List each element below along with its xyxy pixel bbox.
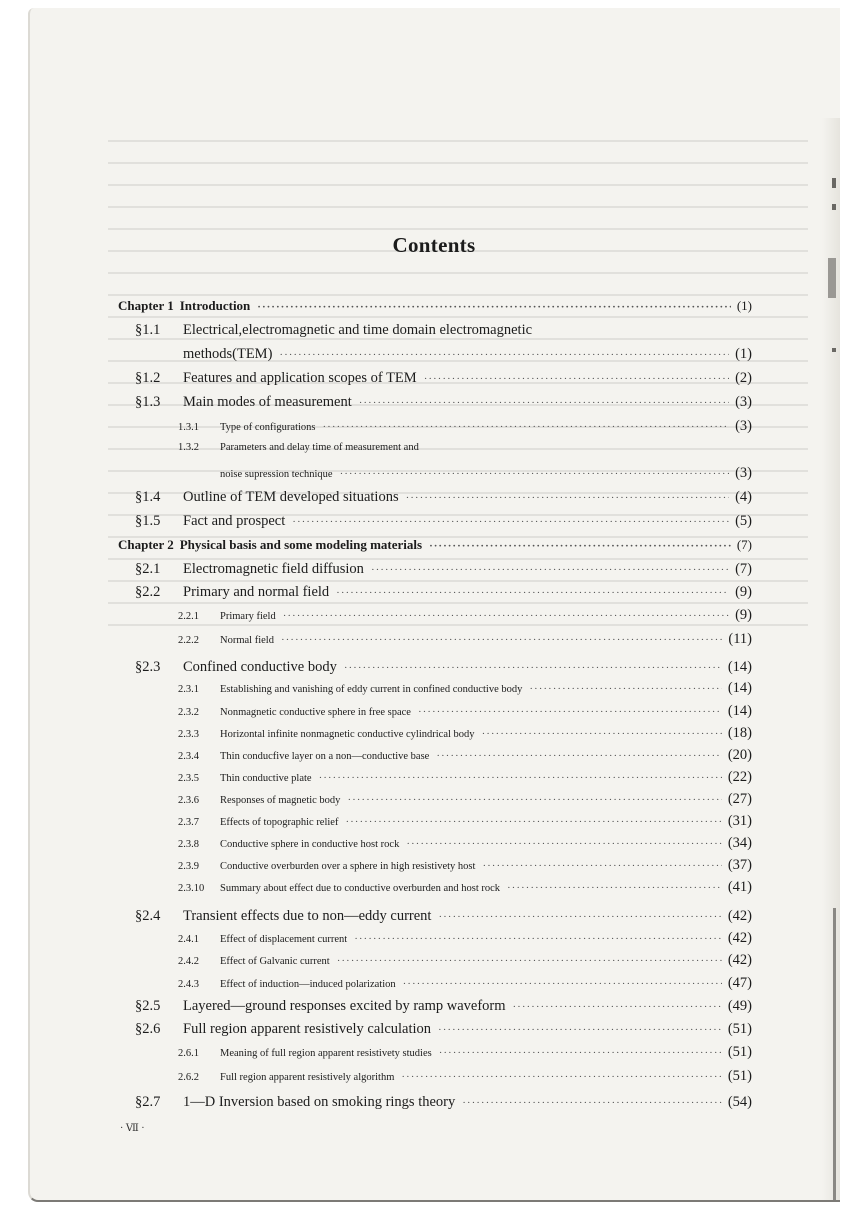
toc-entry-title: Features and application scopes of TEM — [183, 370, 417, 386]
toc-entry — [178, 769, 752, 786]
toc-entry — [178, 631, 752, 648]
toc-entry-number: §2.7 — [135, 1094, 161, 1110]
toc-entry-number: 2.3.2 — [178, 707, 199, 718]
toc-entry-page: (54) — [727, 1094, 752, 1110]
toc-entry-page: (3) — [735, 394, 752, 410]
toc-entry-number: §1.1 — [135, 322, 161, 338]
dot-leader — [507, 882, 722, 894]
toc-entry-page: (51) — [727, 1021, 752, 1037]
dot-leader — [406, 838, 721, 850]
toc-entry-page: (42) — [727, 908, 752, 924]
toc-entry — [178, 680, 752, 697]
dot-leader — [424, 373, 729, 385]
toc-entry-number: §2.4 — [135, 908, 161, 924]
toc-entry-title: Full region apparent resistively calculation — [183, 1021, 432, 1037]
toc-entry-page: (22) — [727, 769, 752, 785]
toc-entry — [118, 537, 752, 553]
toc-entry-number: §2.3 — [135, 659, 161, 675]
dot-leader — [401, 1071, 721, 1083]
toc-entry-title: Meaning of full region apparent resistivety studies — [220, 1048, 432, 1059]
toc-entry-page: (14) — [727, 659, 752, 675]
toc-entry-title: Establishing and vanishing of eddy current in confined conductive body — [220, 684, 523, 695]
dot-leader — [354, 933, 722, 945]
dot-leader — [462, 1097, 722, 1109]
toc-entry-number: 2.3.3 — [178, 729, 199, 740]
toc-entry-page: (37) — [727, 857, 752, 873]
toc-entry-page: (11) — [728, 631, 752, 647]
dot-leader — [439, 1047, 722, 1059]
toc-entry-number: 2.4.2 — [178, 956, 199, 967]
toc-entry-number: §1.5 — [135, 513, 161, 529]
toc-entry-page: (1) — [736, 298, 752, 313]
toc-entry-title: Effect of induction—induced polarization — [220, 979, 396, 990]
toc-entry-number: 2.2.2 — [178, 635, 199, 646]
page-number-footer: · Ⅶ · — [120, 1123, 145, 1134]
dot-leader — [340, 468, 730, 480]
toc-entry-title: Introduction — [179, 298, 251, 313]
toc-entry-title: Conductive overburden over a sphere in high resistivety host — [220, 861, 476, 872]
toc-entry-page: (4) — [735, 489, 752, 505]
dot-leader — [344, 662, 722, 674]
toc-entry-number: §2.1 — [135, 561, 161, 577]
toc-entry-number: §2.5 — [135, 998, 161, 1014]
toc-entry-page: (41) — [727, 879, 752, 895]
dot-leader — [257, 301, 731, 313]
dot-leader — [281, 634, 722, 646]
toc-entry-title: 1—D Inversion based on smoking rings theory — [183, 1094, 456, 1110]
toc-entry — [178, 879, 752, 896]
toc-entry-page: (18) — [727, 725, 752, 741]
toc-entry — [135, 394, 752, 411]
dot-leader — [438, 911, 721, 923]
toc-entry — [178, 952, 752, 969]
toc-entry-number: Chapter 2 — [118, 537, 174, 552]
dot-leader — [283, 610, 729, 622]
toc-entry-page: (14) — [727, 703, 752, 719]
toc-entry-title: Electromagnetic field diffusion — [183, 561, 364, 577]
toc-entry-title: Primary field — [220, 611, 276, 622]
toc-entry-number: 2.2.1 — [178, 611, 199, 622]
toc-entry-number: 2.4.3 — [178, 979, 199, 990]
toc-entry-title: Main modes of measurement — [183, 394, 352, 410]
toc-entry-number: 2.3.10 — [178, 883, 205, 894]
dot-leader — [436, 750, 721, 762]
toc-entry — [178, 703, 752, 720]
dot-leader — [319, 772, 722, 784]
toc-entry-title: Outline of TEM developed situations — [183, 489, 399, 505]
toc-entry — [135, 998, 752, 1015]
toc-entry-page: (42) — [727, 952, 752, 968]
toc-entry-number: 1.3.1 — [178, 422, 199, 433]
page-title: Contents — [392, 233, 476, 257]
toc-entry-number: §1.4 — [135, 489, 161, 505]
toc-entry-page: (20) — [727, 747, 752, 763]
toc-entry-page: (7) — [736, 537, 752, 552]
toc-entry-page: (5) — [735, 513, 752, 529]
toc-entry-title: Primary and normal field — [183, 584, 330, 600]
dot-leader — [513, 1001, 722, 1013]
toc-entry-title: Normal field — [220, 635, 274, 646]
toc-entry-page: (49) — [727, 998, 752, 1014]
toc-entry-page: (1) — [735, 346, 752, 362]
toc-entry-title: methods(TEM) — [183, 346, 273, 362]
toc-entry-page: (51) — [727, 1044, 752, 1060]
toc-entry-page: (9) — [735, 584, 752, 600]
toc-entry-number: 2.3.1 — [178, 684, 199, 695]
toc-entry-number: 2.3.4 — [178, 751, 199, 762]
toc-entry-title: Confined conductive body — [183, 659, 337, 675]
toc-entry — [178, 725, 752, 742]
toc-entry-page: (31) — [727, 813, 752, 829]
dot-leader — [482, 860, 721, 872]
toc-entry-page: (42) — [727, 930, 752, 946]
toc-entry-title: Thin conducfive layer on a non—conductive base — [220, 751, 430, 762]
toc-entry — [135, 1094, 752, 1111]
toc-entry — [178, 857, 752, 874]
dot-leader — [345, 816, 721, 828]
dot-leader — [336, 587, 729, 599]
dot-leader — [292, 516, 729, 528]
toc-entry-page: (14) — [727, 680, 752, 696]
toc-entry-number: 2.6.2 — [178, 1072, 199, 1083]
toc-entry-number: 2.4.1 — [178, 934, 199, 945]
toc-entry — [135, 584, 752, 601]
toc-entry-number: §1.3 — [135, 394, 161, 410]
toc-entry-title: Parameters and delay time of measurement and — [220, 442, 419, 453]
toc-entry-title: Electrical,electromagnetic and time domain electromagnetic — [183, 322, 533, 338]
toc-entry-title: Transient effects due to non—eddy current — [183, 908, 432, 924]
toc-entry-page: (51) — [727, 1068, 752, 1084]
page-edge-shadow — [822, 118, 840, 1202]
toc-entry-number: 2.3.8 — [178, 839, 199, 850]
toc-entry — [135, 513, 752, 530]
toc-entry-number: 2.6.1 — [178, 1048, 199, 1059]
toc-entry-page: (47) — [727, 975, 752, 991]
toc-entry — [135, 1021, 752, 1038]
toc-entry-number: §2.2 — [135, 584, 161, 600]
dot-leader — [279, 349, 729, 361]
toc-entry — [178, 813, 752, 830]
toc-entry-page: (3) — [735, 465, 752, 481]
toc-entry-page: (9) — [735, 607, 752, 623]
toc-entry-title: Thin conductive plate — [220, 773, 312, 784]
dot-leader — [337, 955, 722, 967]
toc-entry — [135, 561, 752, 578]
toc-entry-title: noise supression technique — [220, 469, 333, 480]
toc-entry — [220, 465, 752, 482]
dot-leader — [418, 706, 722, 718]
toc-entry — [135, 370, 752, 387]
dot-leader — [429, 540, 731, 552]
dot-leader — [359, 397, 729, 409]
dot-leader — [529, 683, 721, 695]
dot-leader — [403, 978, 722, 990]
toc-entry — [178, 930, 752, 947]
toc-entry-number: Chapter 1 — [118, 298, 174, 313]
toc-entry-page: (2) — [735, 370, 752, 386]
dot-leader — [347, 794, 721, 806]
toc-entry-title: Type of configurations — [220, 422, 316, 433]
toc-entry — [178, 1068, 752, 1085]
dot-leader — [371, 564, 729, 576]
dot-leader — [406, 492, 729, 504]
toc-entry — [178, 607, 752, 624]
toc-entry-number: 2.3.5 — [178, 773, 199, 784]
dot-leader — [438, 1024, 722, 1036]
toc-entry-page: (34) — [727, 835, 752, 851]
toc-entry — [178, 835, 752, 852]
toc-entry — [178, 747, 752, 764]
dot-leader — [482, 728, 722, 740]
toc-entry-title: Effects of topographic relief — [220, 817, 339, 828]
toc-entry-title: Conductive sphere in conductive host rock — [220, 839, 400, 850]
toc-entry-number: §1.2 — [135, 370, 161, 386]
toc-entry — [178, 418, 752, 435]
toc-entry-title: Fact and prospect — [183, 513, 286, 529]
toc-entry-title: Effect of Galvanic current — [220, 956, 330, 967]
toc-entry — [135, 489, 752, 506]
toc-entry — [118, 298, 752, 314]
toc-entry — [183, 346, 752, 363]
toc-entry-title: Physical basis and some modeling materials — [179, 537, 423, 552]
toc-entry-page: (3) — [735, 418, 752, 434]
dot-leader — [323, 421, 730, 433]
toc-entry — [178, 975, 752, 992]
toc-entry-title: Nonmagnetic conductive sphere in free space — [220, 707, 411, 718]
toc-entry — [178, 442, 419, 453]
toc-entry-number: 1.3.2 — [178, 442, 199, 453]
toc-entry-title: Summary about effect due to conductive overburden and host rock — [220, 883, 501, 894]
toc-entry-title: Effect of displacement current — [220, 934, 348, 945]
toc-entry-title: Horizontal infinite nonmagnetic conductive cylindrical body — [220, 729, 475, 740]
toc-entry — [135, 322, 532, 339]
toc-entry-number: 2.3.9 — [178, 861, 199, 872]
toc-entry-title: Layered—ground responses excited by ramp waveform — [183, 998, 506, 1014]
toc-entry-number: 2.3.7 — [178, 817, 199, 828]
toc-entry — [178, 1044, 752, 1061]
toc-entry-number: §2.6 — [135, 1021, 161, 1037]
toc-entry-page: (27) — [727, 791, 752, 807]
toc-entry-title: Responses of magnetic body — [220, 795, 341, 806]
toc-entry-page: (7) — [735, 561, 752, 577]
toc-entry-title: Full region apparent resistively algorithm — [220, 1072, 395, 1083]
toc-entry — [135, 908, 752, 925]
toc-entry — [178, 791, 752, 808]
toc-entry — [135, 659, 752, 676]
toc-entry-number: 2.3.6 — [178, 795, 199, 806]
